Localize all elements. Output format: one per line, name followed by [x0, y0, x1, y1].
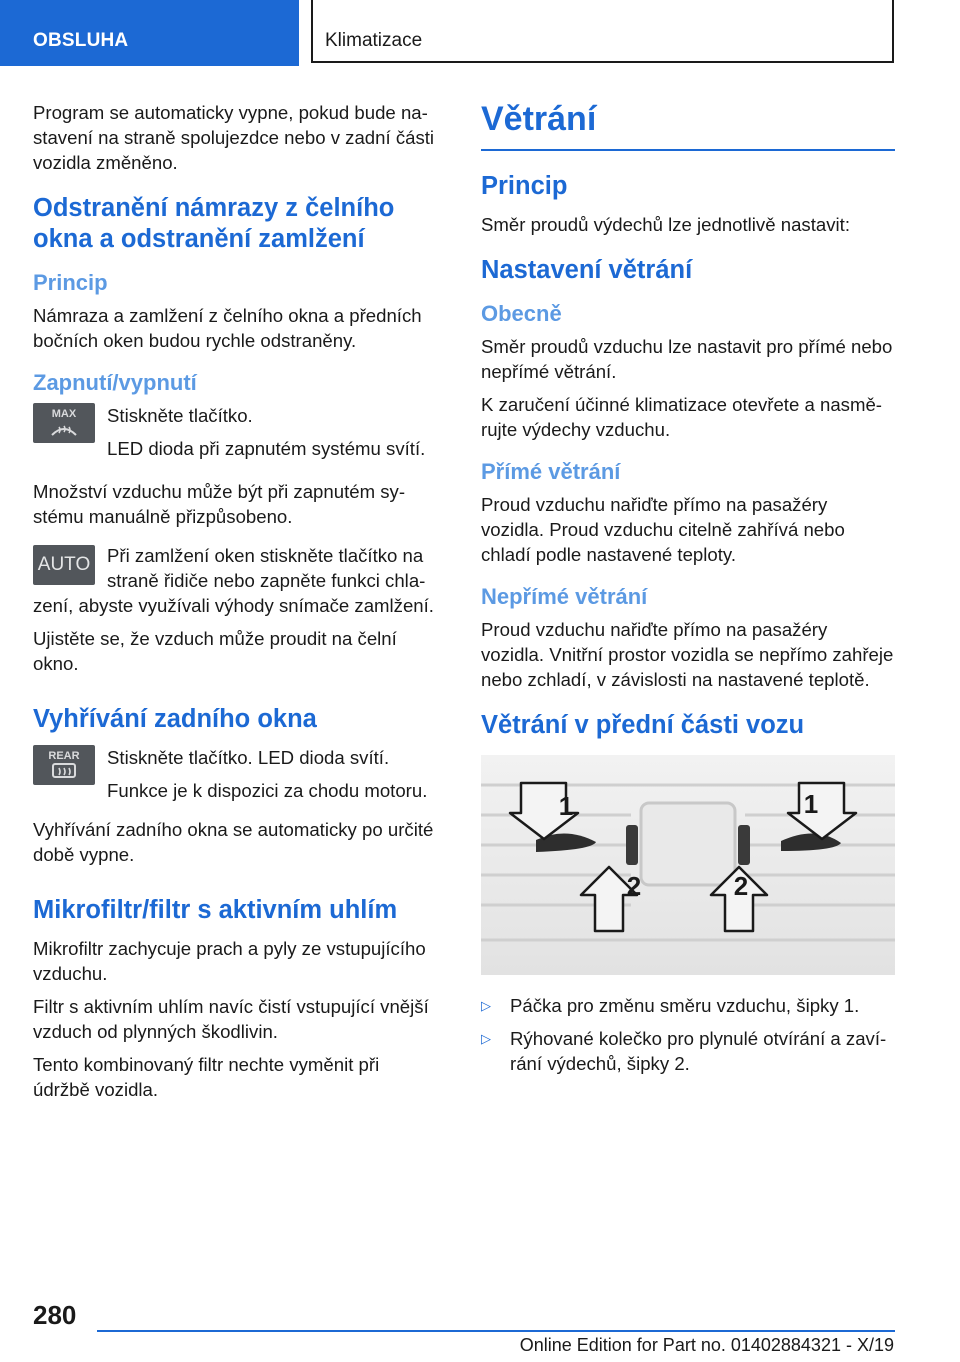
max-step2: LED dioda při zapnutém systému svítí. [107, 438, 426, 459]
footer-divider [97, 1330, 895, 1332]
auto-button-icon [33, 545, 95, 585]
chapter-tab [311, 0, 894, 63]
front-ventilation-heading: Větrání v přední části vozu [481, 711, 805, 739]
max-icon-label: MAX [51, 408, 77, 420]
bullet-text-1: Páčka pro změnu směru vzduchu, šipky 1. [510, 995, 860, 1016]
indirect-heading: Nepřímé větrání [481, 584, 648, 609]
list-item [481, 993, 895, 1018]
left-column [33, 100, 437, 1110]
right-column [481, 100, 895, 1084]
general-p1: Směr proudů vzduchu lze nastavit pro přímé nebo nepřímé větrání. [481, 336, 893, 382]
rear-heading: Vyhřívání zadního okna [33, 705, 317, 733]
air-vents-photo [481, 755, 895, 975]
section-tab [0, 0, 299, 66]
page-number: 280 [33, 1300, 77, 1330]
filter-p3: Tento kombinovaný filtr nechte vyměnit při údržbě vozidla. [33, 1054, 380, 1100]
general-heading: Obecně [481, 301, 562, 326]
setting-heading: Nastavení větrání [481, 256, 693, 284]
windshield-defrost-icon [49, 420, 79, 438]
air-amount-text: Množství vzduchu může být při zapnutém sy-stému manuálně přizpůsobeno. [33, 481, 406, 527]
intro-paragraph: Program se automaticky vypne, pokud bude na-stavení na straně spolujezdce nebo v zadní části vozidla změněno. [33, 102, 435, 173]
figure-label-2-right: 2 [733, 871, 749, 901]
filter-p1: Mikrofiltr zachycuje prach a pyly ze vstupujícího vzduchu. [33, 938, 426, 984]
auto-icon-label: AUTO [37, 554, 91, 575]
section-title: OBSLUHA [33, 30, 129, 51]
onoff-heading: Zapnutí/vypnutí [33, 370, 197, 395]
rear-step2: Funkce je k dispozici za chodu motoru. [107, 780, 428, 801]
triangle-bullet-icon: ▷ [481, 1031, 491, 1046]
list-item [481, 1026, 895, 1076]
rear-button-row [33, 745, 437, 811]
rear-window-defrost-icon [49, 762, 79, 780]
ventilation-principle-text: Směr proudů výdechů lze jednotlivě nastavit: [481, 214, 850, 235]
footer-edition: Online Edition for Part no. 01402884321 - X/19 [519, 1335, 894, 1355]
rear-icon-label: REAR [48, 750, 80, 762]
filter-p2: Filtr s aktivním uhlím navíc čistí vstupující vnější vzduch od plynných škodlivin. [33, 996, 429, 1042]
filter-heading: Mikrofiltr/filtr s aktivním uhlím [33, 896, 398, 924]
rear-step1: Stiskněte tlačítko. LED dioda svítí. [107, 747, 390, 768]
figure-label-1-right: 1 [803, 789, 819, 819]
vent-legend-list [481, 993, 895, 1076]
general-p2: K zaručení účinné klimatizace otevřete a nasmě-rujte výdechy vzduchu. [481, 394, 882, 440]
defrost-principle-heading: Princip [33, 270, 108, 295]
defrost-heading: Odstranění námrazy z čelního okna a odstranění zamlžení [33, 194, 395, 253]
ventilation-title: Větrání [481, 100, 895, 151]
auto-check-text: Ujistěte se, že vzduch může proudit na čelní okno. [33, 628, 397, 674]
direct-heading: Přímé větrání [481, 459, 621, 484]
triangle-bullet-icon: ▷ [481, 998, 491, 1013]
defrost-principle-text: Námraza a zamlžení z čelního okna a předních bočních oken budou rychle odstraněny. [33, 305, 422, 351]
max-step1: Stiskněte tlačítko. [107, 405, 253, 426]
bullet-text-2: Rýhované kolečko pro plynulé otvírání a zaví-rání výdechů, šipky 2. [510, 1028, 887, 1074]
max-button-row [33, 403, 437, 469]
auto-text: Při zamlžení oken stiskněte tlačítko na straně řidiče nebo zapněte funkci chla-zení, abyste využívali výhody snímače zamlžení. [33, 545, 434, 616]
indirect-text: Proud vzduchu nařiďte přímo na pasažéry vozidla. Vnitřní prostor vozidla se nepřímo zahřeje nebo zchladí, v závislosti na nastavené teplotě. [481, 619, 894, 690]
chapter-title: Klimatizace [325, 30, 423, 51]
direct-text: Proud vzduchu nařiďte přímo na pasažéry vozidla. Proud vzduchu citelně zahřívá nebo chladí podle nastavené teploty. [481, 494, 845, 565]
auto-block [33, 543, 437, 676]
max-defrost-button-icon [33, 403, 95, 443]
rear-text: Vyhřívání zadního okna se automaticky po určité době vypne. [33, 819, 434, 865]
rear-defrost-button-icon [33, 745, 95, 785]
ventilation-principle-heading: Princip [481, 172, 568, 200]
figure-label-1-left: 1 [558, 791, 574, 821]
figure-label-2-left: 2 [626, 871, 642, 901]
